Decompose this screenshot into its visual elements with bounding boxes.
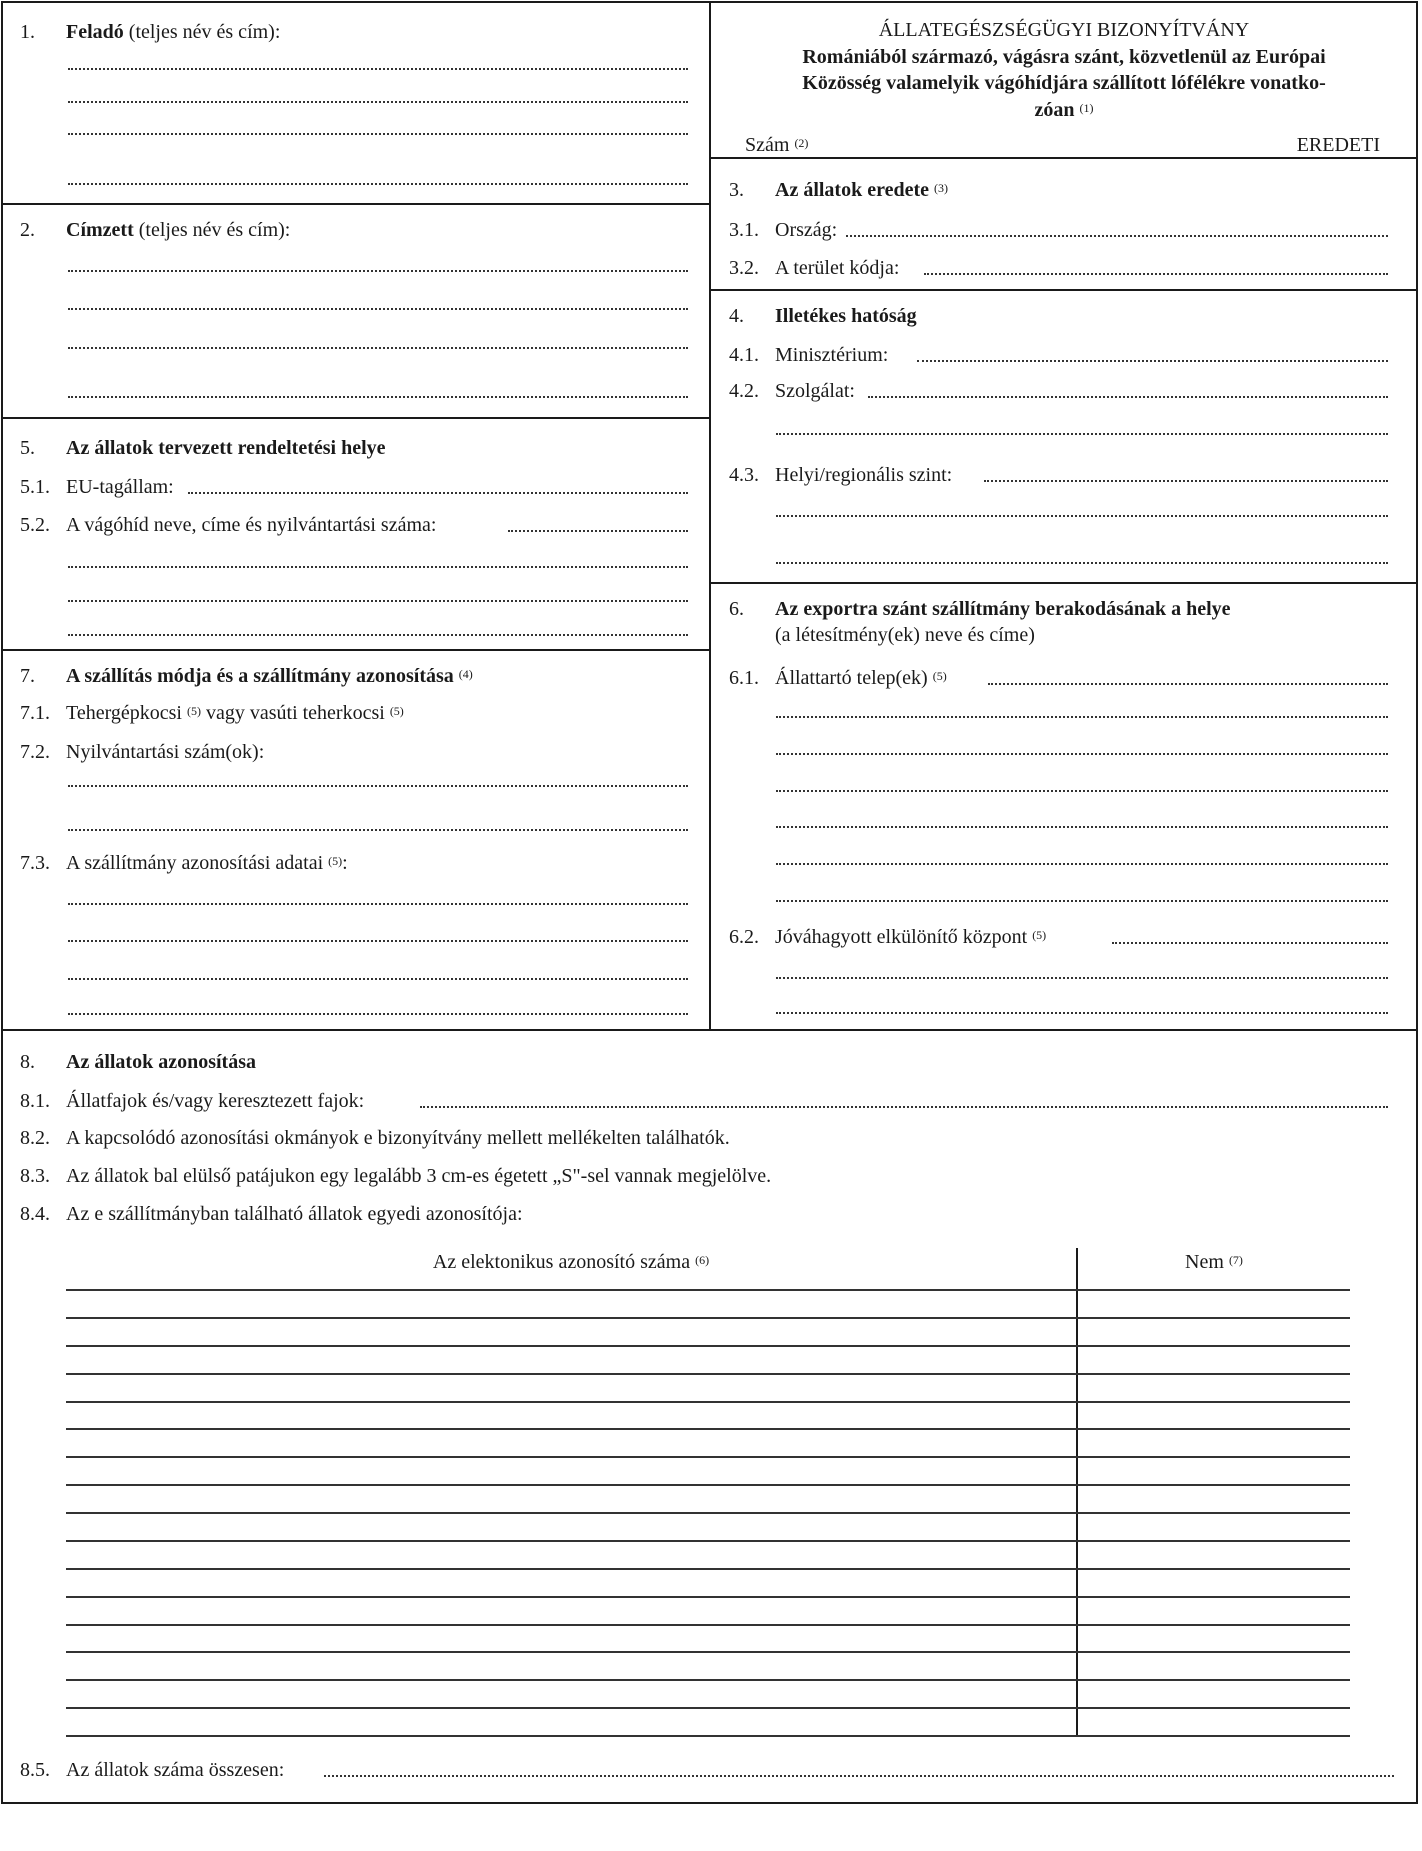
holding-field[interactable] [988, 683, 1388, 685]
footnote-ref: (3) [934, 181, 949, 195]
sex-cell[interactable] [1079, 1570, 1350, 1595]
vehicle-type [66, 701, 404, 725]
consignment-id-line-3[interactable] [68, 978, 688, 980]
certificate-subtitle-1: Romániából származó, vágásra szánt, közvetlenül az Európai [802, 46, 1326, 68]
certificate-subtitle-2: Közösség valamelyik vágóhídjára szállított lófélékre vonatko- [802, 72, 1326, 94]
electronic-id-cell[interactable] [66, 1514, 1075, 1539]
section-heading [66, 664, 473, 688]
holding-line-6[interactable] [776, 863, 1388, 865]
ministry-field[interactable] [917, 360, 1388, 362]
sender-note: (teljes név és cím): [128, 21, 281, 43]
electronic-id-cell[interactable] [66, 1626, 1075, 1651]
region-code-label: A terület kódja: [775, 257, 900, 279]
sex-cell[interactable] [1079, 1291, 1350, 1316]
sex-cell[interactable] [1079, 1598, 1350, 1623]
table-header-sex [1078, 1250, 1350, 1274]
sex-cell[interactable] [1079, 1458, 1350, 1483]
electronic-id-cell[interactable] [66, 1291, 1075, 1316]
electronic-id-cell[interactable] [66, 1598, 1075, 1623]
holding-line-4[interactable] [776, 790, 1388, 792]
item-number: 8.4. [20, 1203, 50, 1225]
sex-cell[interactable] [1079, 1347, 1350, 1372]
item-number: 8.5. [20, 1759, 50, 1781]
holding-heading [775, 666, 947, 690]
item-number: 7.3. [20, 852, 50, 874]
rail-label: vagy vasúti teherkocsi [205, 702, 385, 724]
consignee-label: Címzett [66, 219, 134, 241]
isolation-centre-heading [775, 925, 1046, 949]
item-number: 3.2. [729, 257, 759, 279]
section-title: Az állatok tervezett rendeltetési helye [66, 437, 386, 459]
section-title: Az állatok azonosítása [66, 1051, 256, 1073]
transport-title: A szállítás módja és a szállítmány azonosítása [66, 665, 454, 687]
divider-s4-s6 [710, 582, 1418, 584]
electronic-id-cell[interactable] [66, 1458, 1075, 1483]
table-header-electronic-id [66, 1250, 1076, 1274]
regional-level-label: Helyi/regionális szint: [775, 464, 953, 486]
divider-s1-s2 [2, 203, 710, 205]
electronic-id-cell[interactable] [66, 1347, 1075, 1372]
section-number: 7. [20, 665, 35, 687]
footnote-ref: (5) [1032, 928, 1047, 942]
section-number: 6. [729, 598, 744, 620]
regional-level-field[interactable] [984, 480, 1388, 482]
holding-line-2[interactable] [776, 716, 1388, 718]
isolation-centre-field[interactable] [1112, 942, 1388, 944]
isolation-centre-line-3[interactable] [776, 1012, 1388, 1014]
sender-line-1[interactable] [68, 68, 688, 70]
electronic-id-cell[interactable] [66, 1430, 1075, 1455]
section-number: 4. [729, 305, 744, 327]
item-number: 5.1. [20, 476, 50, 498]
consignee-line-3[interactable] [68, 347, 688, 349]
section-number: 1. [20, 21, 35, 43]
sender-line-3[interactable] [68, 133, 688, 135]
registration-line-2[interactable] [68, 829, 688, 831]
member-state-label: EU-tagállam: [66, 476, 174, 498]
consignee-line-4[interactable] [68, 396, 688, 398]
holding-line-5[interactable] [776, 826, 1388, 828]
footnote-ref: (5) [328, 854, 343, 868]
item-number: 8.1. [20, 1090, 50, 1112]
electronic-id-cell[interactable] [66, 1653, 1075, 1678]
sender-line-2[interactable] [68, 101, 688, 103]
electronic-id-label: Az elektonikus azonosító száma [432, 1251, 691, 1273]
individual-id-label: Az e szállítmányban található állatok egyedi azonosítója: [66, 1203, 523, 1225]
documents-statement: A kapcsolódó azonosítási okmányok e bizonyítvány mellett mellékelten találhatók. [66, 1127, 730, 1149]
consignment-id-line-1[interactable] [68, 903, 688, 905]
regional-level-line-3[interactable] [776, 562, 1388, 564]
slaughterhouse-label: A vágóhíd neve, címe és nyilvántartási száma: [66, 514, 437, 536]
footnote-ref: (1) [1079, 101, 1094, 115]
consignee-line-1[interactable] [68, 270, 688, 272]
marking-statement: Az állatok bal elülső patájukon egy legalább 3 cm-es égetett „S"-sel vannak megjelölve. [66, 1165, 772, 1187]
section-heading [66, 218, 290, 242]
section-subtitle: (a létesítmény(ek) neve és címe) [775, 624, 1035, 646]
footnote-ref: (7) [1228, 1253, 1243, 1267]
section-heading [66, 20, 280, 44]
holding-line-3[interactable] [776, 753, 1388, 755]
electronic-id-cell[interactable] [66, 1319, 1075, 1344]
consignee-line-2[interactable] [68, 308, 688, 310]
service-label: Szolgálat: [775, 380, 855, 402]
consignment-id-heading [66, 851, 348, 875]
section-number: 3. [729, 179, 744, 201]
service-field[interactable] [868, 396, 1388, 398]
slaughterhouse-field[interactable] [508, 530, 688, 532]
sender-line-4[interactable] [68, 183, 688, 185]
sex-cell[interactable] [1079, 1653, 1350, 1678]
footnote-ref: (4) [458, 667, 473, 681]
species-field[interactable] [420, 1106, 1388, 1108]
item-number: 3.1. [729, 219, 759, 241]
section-number: 5. [20, 437, 35, 459]
consignee-note: (teljes név és cím): [138, 219, 291, 241]
total-animals-label: Az állatok száma összesen: [66, 1759, 285, 1781]
sex-cell[interactable] [1079, 1375, 1350, 1400]
item-number: 4.3. [729, 464, 759, 486]
divider-s5-s7 [2, 649, 710, 651]
sex-cell[interactable] [1079, 1430, 1350, 1455]
footnote-ref: (6) [695, 1253, 710, 1267]
number-label: Szám [745, 134, 790, 156]
item-number: 8.3. [20, 1165, 50, 1187]
section-number: 2. [20, 219, 35, 241]
isolation-centre-label: Jóváhagyott elkülönítő központ [775, 926, 1028, 948]
table-column-divider [1076, 1248, 1078, 1736]
total-animals-field[interactable] [324, 1775, 1394, 1777]
electronic-id-cell[interactable] [66, 1709, 1075, 1734]
registration-label: Nyilvántartási szám(ok): [66, 741, 265, 763]
certificate-title: ÁLLATEGÉSZSÉGÜGYI BIZONYÍTVÁNY [878, 19, 1250, 41]
table-rule [66, 1735, 1350, 1737]
country-label: Ország: [775, 219, 838, 241]
consignment-id-label: A szállítmány azonosítási adatai [66, 852, 324, 874]
divider-header-s3 [710, 157, 1418, 159]
consignment-id-line-2[interactable] [68, 940, 688, 942]
electronic-id-cell[interactable] [66, 1375, 1075, 1400]
section-title: Az exportra szánt szállítmány berakodásának a helye [775, 598, 1231, 620]
divider-top-s8 [2, 1029, 1418, 1031]
member-state-field[interactable] [188, 492, 688, 494]
certificate-number [745, 133, 808, 157]
subtitle-end: zóan [1034, 99, 1075, 121]
electronic-id-cell[interactable] [66, 1570, 1075, 1595]
section-title: Illetékes hatóság [775, 305, 917, 327]
registration-line-1[interactable] [68, 785, 688, 787]
sex-cell[interactable] [1079, 1626, 1350, 1651]
footnote-ref: (5) [932, 669, 947, 683]
sender-label: Feladó [66, 21, 124, 43]
item-number: 6.1. [729, 667, 759, 689]
divider-s3-s4 [710, 289, 1418, 291]
item-number: 7.2. [20, 741, 50, 763]
sex-cell[interactable] [1079, 1709, 1350, 1734]
electronic-id-cell[interactable] [66, 1403, 1075, 1428]
ministry-label: Minisztérium: [775, 344, 889, 366]
item-number: 8.2. [20, 1127, 50, 1149]
holding-line-7[interactable] [776, 900, 1388, 902]
footnote-ref: (5) [389, 704, 404, 718]
truck-label: Tehergépkocsi [66, 702, 182, 724]
consignment-id-line-4[interactable] [68, 1013, 688, 1015]
footnote-ref: (2) [794, 136, 809, 150]
species-label: Állatfajok és/vagy keresztezett fajok: [66, 1090, 365, 1112]
sex-cell[interactable] [1079, 1486, 1350, 1511]
footnote-ref: (5) [186, 704, 201, 718]
sex-cell[interactable] [1079, 1319, 1350, 1344]
sex-cell[interactable] [1079, 1403, 1350, 1428]
sex-cell[interactable] [1079, 1514, 1350, 1539]
holding-label: Állattartó telep(ek) [775, 667, 928, 689]
service-line-2[interactable] [776, 433, 1388, 435]
electronic-id-cell[interactable] [66, 1486, 1075, 1511]
certificate-subtitle-3 [712, 98, 1416, 122]
item-number: 5.2. [20, 514, 50, 536]
slaughterhouse-line-4[interactable] [68, 634, 688, 636]
item-number: 4.2. [729, 380, 759, 402]
isolation-centre-line-2[interactable] [776, 977, 1388, 979]
country-field[interactable] [846, 235, 1388, 237]
region-code-field[interactable] [924, 273, 1388, 275]
item-number: 7.1. [20, 702, 50, 724]
section-number: 8. [20, 1051, 35, 1073]
original-label: EREDETI [1296, 134, 1380, 156]
item-number: 4.1. [729, 344, 759, 366]
section-heading [775, 178, 948, 202]
electronic-id-cell[interactable] [66, 1681, 1075, 1706]
slaughterhouse-line-2[interactable] [68, 566, 688, 568]
sex-cell[interactable] [1079, 1681, 1350, 1706]
colon: : [342, 852, 348, 874]
sex-cell[interactable] [1079, 1542, 1350, 1567]
slaughterhouse-line-3[interactable] [68, 600, 688, 602]
divider-s2-s5 [2, 417, 710, 419]
item-number: 6.2. [729, 926, 759, 948]
regional-level-line-2[interactable] [776, 515, 1388, 517]
electronic-id-cell[interactable] [66, 1542, 1075, 1567]
origin-title: Az állatok eredete [775, 179, 930, 201]
sex-label: Nem [1185, 1251, 1224, 1273]
